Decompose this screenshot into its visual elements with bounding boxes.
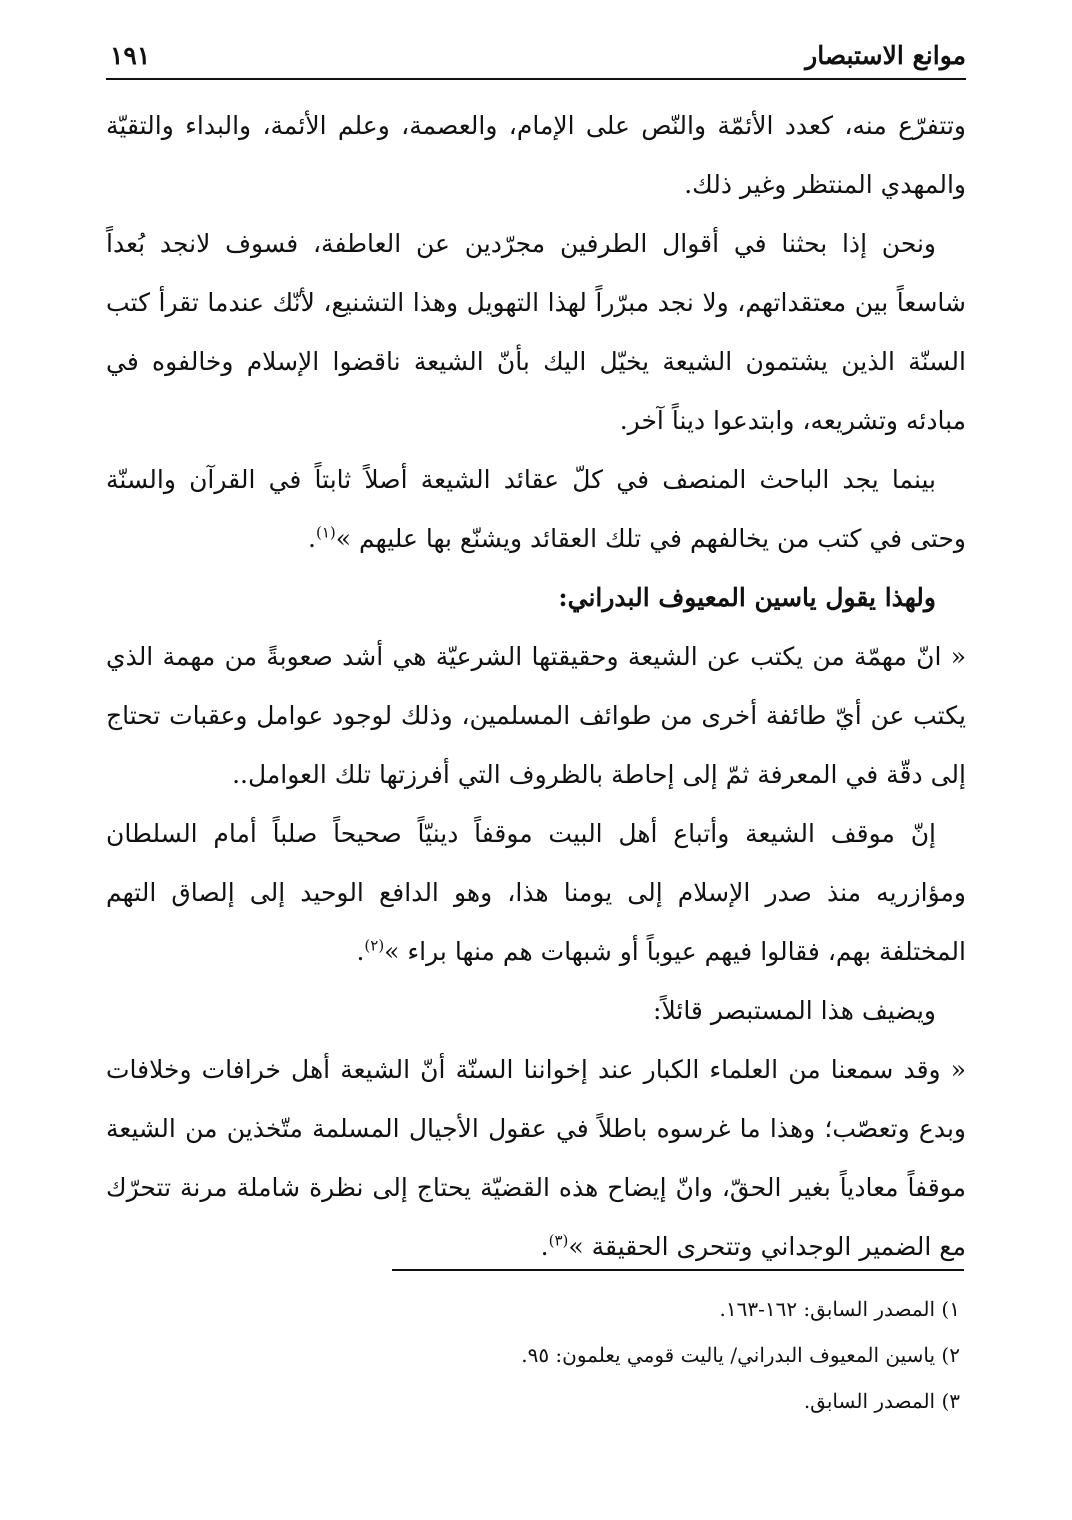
paragraph-3 (106, 450, 966, 568)
paragraph-3-end: . (308, 524, 316, 553)
footnote-rule (392, 1269, 964, 1271)
footnote-ref-3: (٣) (548, 1231, 569, 1250)
footnote-ref-2: (٢) (364, 936, 385, 955)
paragraph-8-text: وقد سمعنا من العلماء الكبار عند إخواننا السنّة أنّ الشيعة أهل خرافات وخلافات وبدع وتعصّب؛ وهذا ما غرسوه باطلاً في عقول الأجيال المسلمة متّخذين من الشيعة موقفاً معادياً بغير الحقّ، وانّ إيضاح هذه القضيّة يحتاج إلى نظرة شاملة مرنة تتحرّك مع الضمير الوجداني وتتحرى الحقيقة (106, 1055, 966, 1261)
paragraph-3-text: بينما يجد الباحث المنصف في كلّ عقائد الشيعة أصلاً ثابتاً في القرآن والسنّة وحتى في كتب من يخالفهم في تلك العقائد ويشنّع بها عليهم (106, 465, 966, 553)
paragraph-1 (106, 96, 966, 214)
footnotes (106, 1286, 960, 1424)
opening-quote: « (950, 1055, 966, 1084)
paragraph-2-text: ونحن إذا بحثنا في أقوال الطرفين مجرّدين عن العاطفة، فسوف لانجد بُعداً شاسعاً بين معتقداتهم، ولا نجد مبرّراً لهذا التهويل وهذا التشنيع، لأنّك عندما تقرأ كتب السنّة الذين يشتمون الشيعة يخيّل اليك بأنّ الشيعة ناقضوا الإسلام وخالفوه في مبادئه وتشريعه، وابتدعوا ديناً آخر. (106, 229, 966, 435)
paragraph-5-text: انّ مهمّة من يكتب عن الشيعة وحقيقتها الشرعيّة هي أشد صعوبةً من مهمة الذي يكتب عن أيّ طائفة أخرى من طوائف المسلمين، وذلك لوجود عوامل وعقبات تحتاج إلى دقّة في المعرفة ثمّ إلى إحاطة بالظروف التي أفرزتها تلك العوامل.. (106, 642, 966, 789)
paragraph-7-text: ويضيف هذا المستبصر قائلاً: (653, 996, 936, 1025)
closing-quote: » (335, 524, 352, 553)
opening-quote: « (950, 642, 966, 671)
footnote-2: ٢) ياسين المعيوف البدراني/ ياليت قومي يعلمون: ٩٥. (521, 1343, 960, 1367)
paragraph-5-quote (106, 627, 966, 804)
body-text (106, 96, 966, 1276)
paragraph-2 (106, 214, 966, 450)
paragraph-6 (106, 804, 966, 981)
paragraph-8-quote (106, 1040, 966, 1276)
paragraph-6-text: إنّ موقف الشيعة وأتباع أهل البيت موقفاً دينيّاً صحيحاً صلباً أمام السلطان ومؤازريه منذ صدر الإسلام إلى يومنا هذا، وهو الدافع الوحيد إلى إلصاق التهم المختلفة بهم، فقالوا فيهم عيوباً أو شبهات هم منها براء (106, 819, 966, 966)
footnote-1: ١) المصدر السابق: ١٦٢-١٦٣. (719, 1297, 960, 1321)
closing-quote: » (568, 1232, 584, 1261)
paragraph-7 (106, 981, 966, 1040)
page-header (106, 36, 966, 76)
running-title: موانع الاستبصار (805, 41, 966, 70)
footnote-3: ٣) المصدر السابق. (803, 1389, 960, 1413)
paragraph-4-text: ولهذا يقول ياسين المعيوف البدراني: (558, 583, 936, 612)
paragraph-4-lead-in (106, 568, 966, 627)
page-number: ١٩١ (110, 41, 151, 70)
paragraph-6-end: . (356, 937, 365, 966)
paragraph-1-text: وتتفرّع منه، كعدد الأئمّة والنّص على الإمام، والعصمة، وعلم الأئمة، والبداء والتقيّة والمهدي المنتظر وغير ذلك. (106, 111, 967, 199)
header-rule (106, 78, 966, 80)
footnote-ref-1: (١) (316, 523, 336, 542)
paragraph-8-end: . (540, 1232, 549, 1261)
closing-quote: » (384, 937, 400, 966)
